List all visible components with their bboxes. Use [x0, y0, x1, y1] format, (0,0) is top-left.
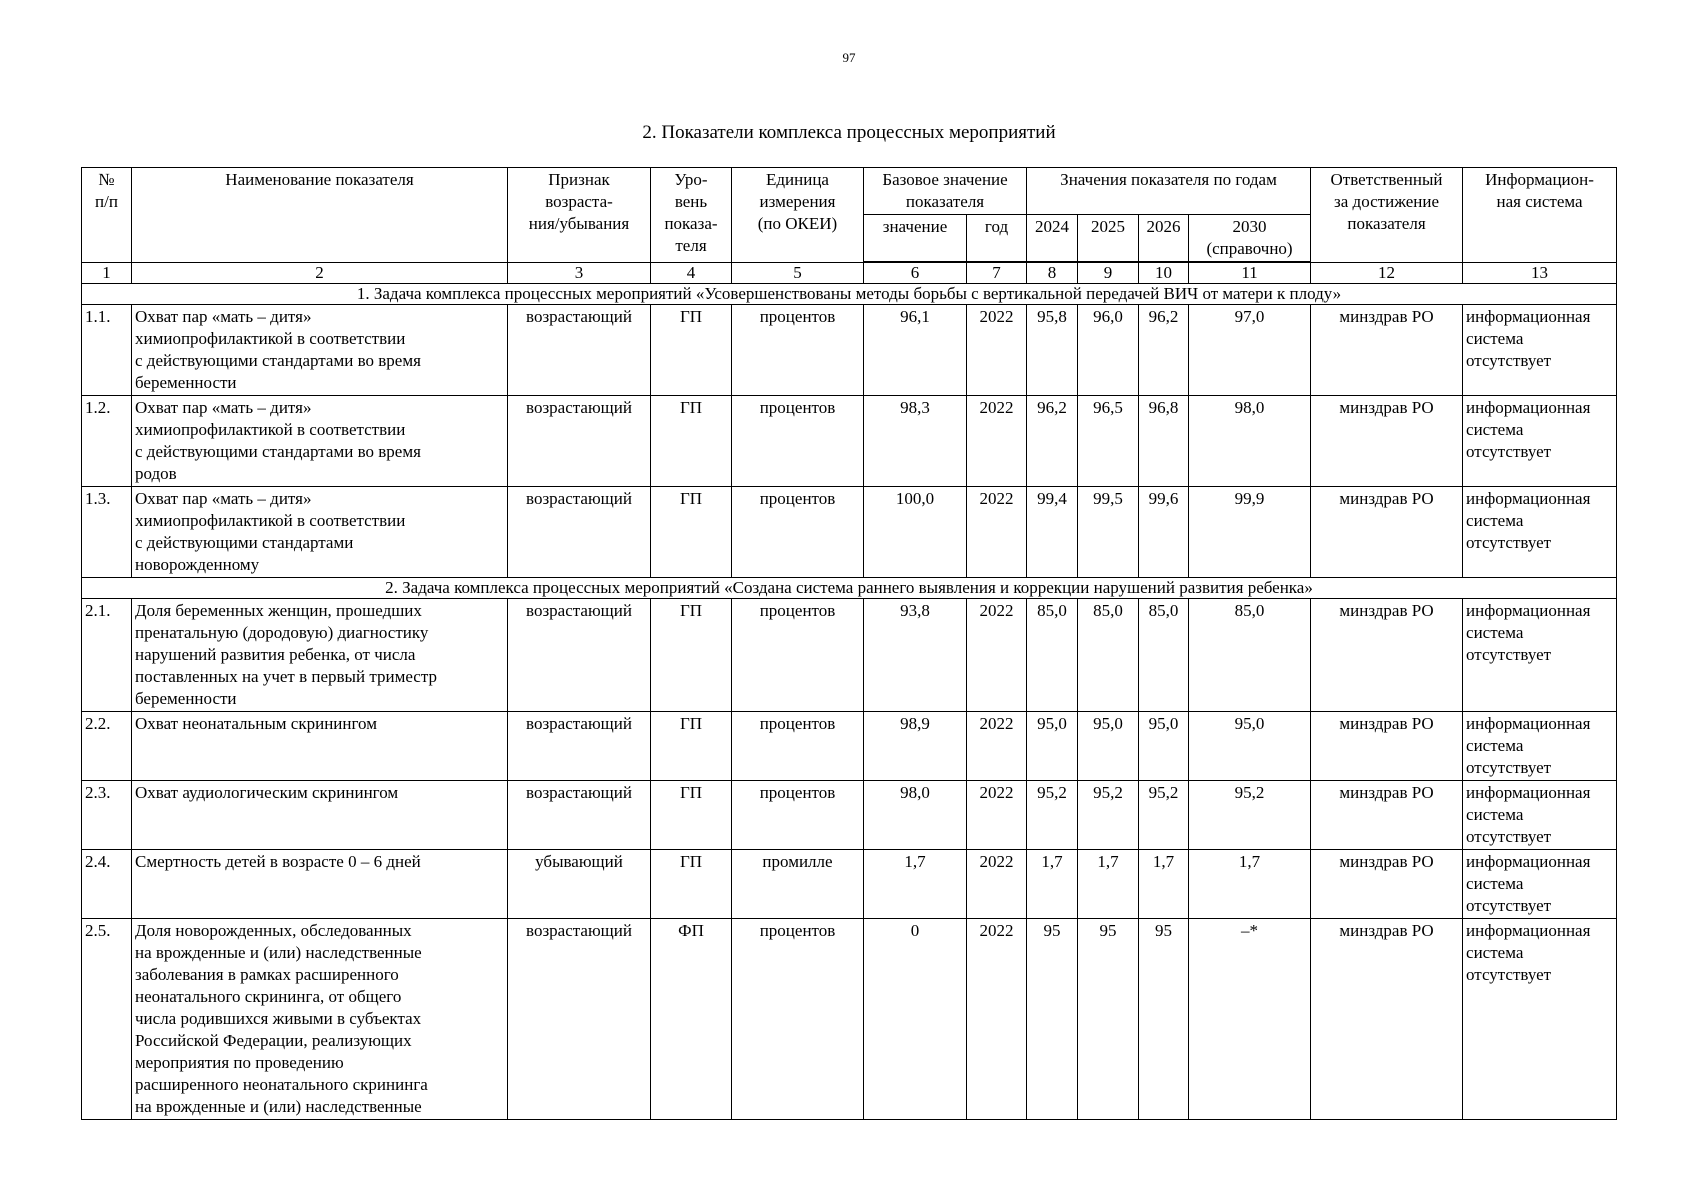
value-2030: 95,2 [1189, 781, 1311, 850]
value-2026: 95,2 [1139, 781, 1189, 850]
column-number: 3 [508, 262, 651, 284]
indicator-name-line: родов [135, 464, 177, 483]
unit: процентов [732, 919, 864, 1120]
value-2024: 95,2 [1027, 781, 1078, 850]
value-2030: 85,0 [1189, 599, 1311, 712]
indicator-name-line: химиопрофилактикой в соответствии [135, 329, 406, 348]
row-number: 2.4. [82, 850, 132, 919]
column-number: 13 [1463, 262, 1617, 284]
indicator-name-line: беременности [135, 373, 237, 392]
value-2025: 99,5 [1078, 487, 1139, 578]
value-2030: 98,0 [1189, 396, 1311, 487]
page-number: 97 [842, 50, 856, 65]
table-row [82, 850, 1617, 919]
value-2026: 85,0 [1139, 599, 1189, 712]
indicator-name [132, 487, 508, 578]
unit: промилле [732, 850, 864, 919]
responsible: минздрав РО [1311, 850, 1463, 919]
indicator-name-line: на врожденные и (или) наследственные [135, 1097, 422, 1116]
indicator-name-line: Охват пар «мать – дитя» [135, 398, 312, 417]
indicator-name-line: с действующими стандартами [135, 533, 354, 552]
column-number: 4 [651, 262, 732, 284]
value-2025: 96,0 [1078, 305, 1139, 396]
level: ГП [651, 396, 732, 487]
indicator-name-line: Доля новорожденных, обследованных [135, 921, 412, 940]
value-2024: 99,4 [1027, 487, 1078, 578]
level: ГП [651, 712, 732, 781]
trend: возрастающий [508, 396, 651, 487]
table-row [82, 712, 1617, 781]
level: ГП [651, 781, 732, 850]
base-value: 0 [864, 919, 967, 1120]
header-responsible: Ответственный за достижение показателя [1311, 168, 1463, 263]
info-system-line: информационная [1466, 852, 1591, 871]
header-level: Уро- вень показа- теля [651, 168, 732, 263]
table-row [82, 487, 1617, 578]
unit: процентов [732, 781, 864, 850]
info-system-line: информационная [1466, 307, 1591, 326]
info-system-line: информационная [1466, 398, 1591, 417]
indicator-name [132, 305, 508, 396]
base-value: 96,1 [864, 305, 967, 396]
value-2025: 1,7 [1078, 850, 1139, 919]
value-2030: 99,9 [1189, 487, 1311, 578]
unit: процентов [732, 305, 864, 396]
value-2026: 99,6 [1139, 487, 1189, 578]
indicator-name [132, 396, 508, 487]
info-system-line: отсутствует [1466, 645, 1552, 664]
info-system-line: система [1466, 805, 1524, 824]
header-years-group: Значения показателя по годам [1027, 168, 1311, 215]
indicator-name-line: пренатальную (дородовую) диагностику [135, 623, 429, 642]
task-row [82, 578, 1617, 599]
header-name: Наименование показателя [132, 168, 508, 263]
info-system [1463, 305, 1617, 396]
value-2024: 95 [1027, 919, 1078, 1120]
header-unit: Единица измерения (по ОКЕИ) [732, 168, 864, 263]
indicator-name [132, 919, 508, 1120]
column-number: 12 [1311, 262, 1463, 284]
indicators-table [81, 167, 1617, 1120]
value-2030: –* [1189, 919, 1311, 1120]
header-year-2025: 2025 [1078, 215, 1139, 263]
info-system-line: система [1466, 623, 1524, 642]
column-number: 5 [732, 262, 864, 284]
task-row [82, 284, 1617, 305]
info-system-line: система [1466, 329, 1524, 348]
value-2024: 96,2 [1027, 396, 1078, 487]
row-number: 1.2. [82, 396, 132, 487]
value-2024: 95,0 [1027, 712, 1078, 781]
column-number: 7 [967, 262, 1027, 284]
column-number: 10 [1139, 262, 1189, 284]
info-system-line: система [1466, 943, 1524, 962]
indicator-name-line: с действующими стандартами во время [135, 351, 421, 370]
header-year-2026: 2026 [1139, 215, 1189, 263]
base-year: 2022 [967, 487, 1027, 578]
info-system [1463, 599, 1617, 712]
indicator-name-line: химиопрофилактикой в соответствии [135, 420, 406, 439]
base-year: 2022 [967, 712, 1027, 781]
trend: возрастающий [508, 712, 651, 781]
info-system [1463, 781, 1617, 850]
indicator-name [132, 850, 508, 919]
row-number: 2.1. [82, 599, 132, 712]
level: ГП [651, 305, 732, 396]
value-2025: 96,5 [1078, 396, 1139, 487]
value-2030: 97,0 [1189, 305, 1311, 396]
indicator-name-line: Российской Федерации, реализующих [135, 1031, 412, 1050]
base-year: 2022 [967, 305, 1027, 396]
info-system-line: отсутствует [1466, 827, 1552, 846]
base-year: 2022 [967, 396, 1027, 487]
base-year: 2022 [967, 850, 1027, 919]
info-system-line: система [1466, 511, 1524, 530]
base-year: 2022 [967, 919, 1027, 1120]
trend: убывающий [508, 850, 651, 919]
indicator-name-line: на врожденные и (или) наследственные [135, 943, 422, 962]
indicator-name [132, 599, 508, 712]
info-system-line: система [1466, 420, 1524, 439]
column-number: 1 [82, 262, 132, 284]
unit: процентов [732, 396, 864, 487]
info-system-line: информационная [1466, 714, 1591, 733]
level: ФП [651, 919, 732, 1120]
indicator-name-line: мероприятия по проведению [135, 1053, 344, 1072]
level: ГП [651, 850, 732, 919]
info-system-line: отсутствует [1466, 533, 1552, 552]
indicator-name-line: Охват пар «мать – дитя» [135, 307, 312, 326]
value-2025: 95,0 [1078, 712, 1139, 781]
indicator-name-line: Охват неонатальным скринингом [135, 714, 377, 733]
info-system-line: система [1466, 736, 1524, 755]
column-number: 2 [132, 262, 508, 284]
info-system [1463, 850, 1617, 919]
info-system [1463, 712, 1617, 781]
value-2026: 96,2 [1139, 305, 1189, 396]
info-system-line: система [1466, 874, 1524, 893]
responsible: минздрав РО [1311, 781, 1463, 850]
info-system-line: информационная [1466, 783, 1591, 802]
indicator-name-line: новорожденному [135, 555, 260, 574]
header-base-year: год [967, 215, 1027, 263]
value-2024: 95,8 [1027, 305, 1078, 396]
table-row [82, 305, 1617, 396]
base-value: 98,9 [864, 712, 967, 781]
trend: возрастающий [508, 599, 651, 712]
unit: процентов [732, 712, 864, 781]
header-num: № п/п [82, 168, 132, 263]
indicator-name [132, 712, 508, 781]
info-system-line: информационная [1466, 601, 1591, 620]
info-system [1463, 487, 1617, 578]
info-system [1463, 919, 1617, 1120]
table-row [82, 599, 1617, 712]
indicator-name-line: Смертность детей в возрасте 0 – 6 дней [135, 852, 421, 871]
header-infosys: Информацион- ная система [1463, 168, 1617, 263]
base-value: 98,0 [864, 781, 967, 850]
trend: возрастающий [508, 305, 651, 396]
trend: возрастающий [508, 487, 651, 578]
info-system-line: отсутствует [1466, 896, 1552, 915]
value-2026: 95 [1139, 919, 1189, 1120]
task-title: 1. Задача комплекса процессных мероприятий «Усовершенствованы методы борьбы с вертикальной передачей ВИЧ от матери к плоду» [82, 284, 1617, 305]
info-system-line: отсутствует [1466, 442, 1552, 461]
header-year-2030: 2030 (справочно) [1189, 215, 1311, 263]
level: ГП [651, 487, 732, 578]
base-year: 2022 [967, 599, 1027, 712]
indicator-name-line: числа родившихся живыми в субъектах [135, 1009, 422, 1028]
info-system-line: отсутствует [1466, 758, 1552, 777]
value-2026: 95,0 [1139, 712, 1189, 781]
responsible: минздрав РО [1311, 712, 1463, 781]
unit: процентов [732, 599, 864, 712]
indicator-name-line: неонатального скрининга, от общего [135, 987, 402, 1006]
indicator-name-line: Доля беременных женщин, прошедших [135, 601, 422, 620]
indicator-name-line: с действующими стандартами во время [135, 442, 421, 461]
info-system-line: отсутствует [1466, 351, 1552, 370]
column-number: 11 [1189, 262, 1311, 284]
indicator-name-line: заболевания в рамках расширенного [135, 965, 399, 984]
document-title: 2. Показатели комплекса процессных мероприятий [642, 122, 1056, 143]
table-row [82, 396, 1617, 487]
info-system-line: информационная [1466, 489, 1591, 508]
header-base-value: значение [864, 215, 967, 263]
value-2025: 95 [1078, 919, 1139, 1120]
trend: возрастающий [508, 919, 651, 1120]
header-base: Базовое значение показателя [864, 168, 1027, 215]
value-2024: 85,0 [1027, 599, 1078, 712]
indicator-name-line: Охват аудиологическим скринингом [135, 783, 399, 802]
indicator-name-line: расширенного неонатального скрининга [135, 1075, 428, 1094]
column-numbers-row [82, 262, 1617, 284]
base-year: 2022 [967, 781, 1027, 850]
value-2025: 85,0 [1078, 599, 1139, 712]
column-number: 6 [864, 262, 967, 284]
base-value: 1,7 [864, 850, 967, 919]
column-number: 9 [1078, 262, 1139, 284]
task-title: 2. Задача комплекса процессных мероприятий «Создана система раннего выявления и коррекции нарушений развития ребенка» [82, 578, 1617, 599]
table-row [82, 781, 1617, 850]
indicator-name [132, 781, 508, 850]
header-trend: Признак возраста- ния/убывания [508, 168, 651, 263]
value-2030: 95,0 [1189, 712, 1311, 781]
info-system [1463, 396, 1617, 487]
responsible: минздрав РО [1311, 396, 1463, 487]
indicator-name-line: химиопрофилактикой в соответствии [135, 511, 406, 530]
trend: возрастающий [508, 781, 651, 850]
header-year-2024: 2024 [1027, 215, 1078, 263]
column-number: 8 [1027, 262, 1078, 284]
responsible: минздрав РО [1311, 599, 1463, 712]
responsible: минздрав РО [1311, 487, 1463, 578]
info-system-line: отсутствует [1466, 965, 1552, 984]
indicator-name-line: поставленных на учет в первый триместр [135, 667, 437, 686]
row-number: 1.3. [82, 487, 132, 578]
value-2026: 1,7 [1139, 850, 1189, 919]
responsible: минздрав РО [1311, 919, 1463, 1120]
indicator-name-line: беременности [135, 689, 237, 708]
value-2024: 1,7 [1027, 850, 1078, 919]
indicator-name-line: нарушений развития ребенка, от числа [135, 645, 416, 664]
base-value: 98,3 [864, 396, 967, 487]
indicator-name-line: Охват пар «мать – дитя» [135, 489, 312, 508]
responsible: минздрав РО [1311, 305, 1463, 396]
info-system-line: информационная [1466, 921, 1591, 940]
row-number: 2.2. [82, 712, 132, 781]
value-2026: 96,8 [1139, 396, 1189, 487]
base-value: 100,0 [864, 487, 967, 578]
value-2030: 1,7 [1189, 850, 1311, 919]
table-row [82, 919, 1617, 1120]
value-2025: 95,2 [1078, 781, 1139, 850]
base-value: 93,8 [864, 599, 967, 712]
row-number: 2.3. [82, 781, 132, 850]
row-number: 1.1. [82, 305, 132, 396]
level: ГП [651, 599, 732, 712]
unit: процентов [732, 487, 864, 578]
row-number: 2.5. [82, 919, 132, 1120]
table-body [82, 262, 1617, 1120]
